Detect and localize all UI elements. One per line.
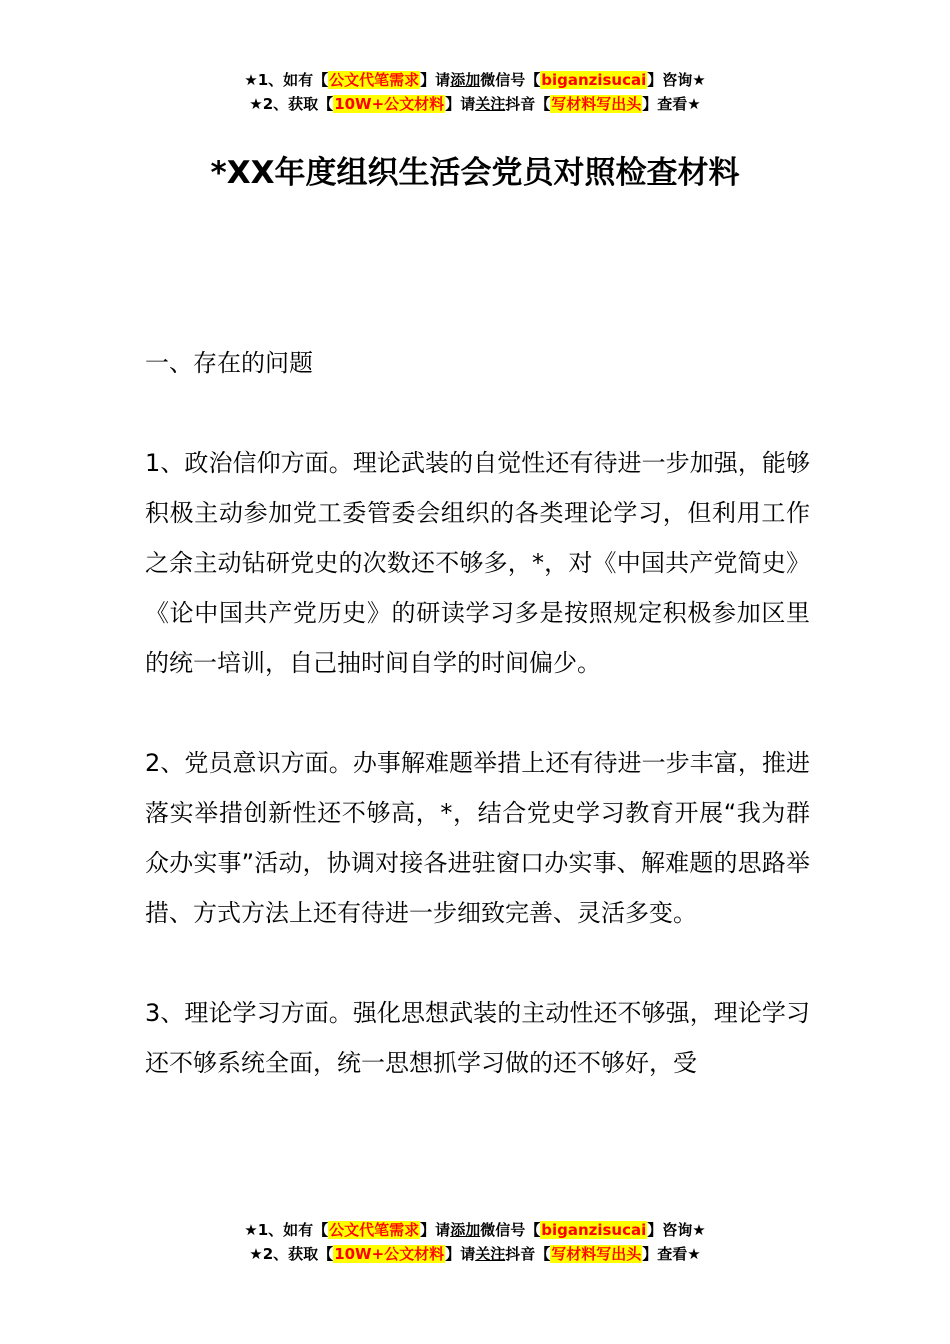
banner-line-2 xyxy=(0,1242,950,1266)
banner-underlined-text: 添加 xyxy=(450,71,481,89)
header-banner xyxy=(0,68,950,116)
paragraph-1: 1、政治信仰方面。理论武装的自觉性还有待进一步加强，能够积极主动参加党工委管委会组织的各类理论学习，但利用工作之余主动钻研党史的次数还不够多，*，对《中国共产党简史》《论中国共产党历史》的研读学习多是按照规定积极参加区里的统一培训，自己抽时间自学的时间偏少。 xyxy=(145,449,810,677)
paragraph-3: 3、理论学习方面。强化思想武装的主动性还不够强，理论学习还不够系统全面，统一思想抓学习做的还不够好，受 xyxy=(145,999,810,1077)
banner-text: 】咨询★ xyxy=(647,71,706,89)
banner-underlined-text: 关注 xyxy=(475,1245,506,1263)
banner-line-1 xyxy=(0,1218,950,1242)
banner-text: ★1、如有【 xyxy=(244,71,329,89)
banner-text: 】请 xyxy=(445,1245,476,1263)
banner-text: 】请 xyxy=(420,1221,451,1239)
paragraph-2: 2、党员意识方面。办事解难题举措上还有待进一步丰富，推进落实举措创新性还不够高，*，结合党史学习教育开展“我为群众办实事”活动，协调对接各进驻窗口办实事、解难题的思路举措、方式方法上还有待进一步细致完善、灵活多变。 xyxy=(145,749,810,927)
banner-text: 】请 xyxy=(445,95,476,113)
banner-highlight: 10W+公文材料 xyxy=(334,1245,445,1263)
banner-text: 】咨询★ xyxy=(647,1221,706,1239)
banner-text: ★2、获取【 xyxy=(249,1245,334,1263)
banner-text: ★1、如有【 xyxy=(244,1221,329,1239)
banner-text: 微信号【 xyxy=(480,1221,541,1239)
banner-douyin-id: 写材料写出头 xyxy=(551,1245,642,1263)
section-heading: 一、存在的问题 xyxy=(145,349,313,377)
banner-highlight: 公文代笔需求 xyxy=(329,1221,420,1239)
banner-text: 微信号【 xyxy=(480,71,541,89)
banner-text: 抖音【 xyxy=(505,1245,551,1263)
banner-highlight: 公文代笔需求 xyxy=(329,71,420,89)
document-body xyxy=(145,338,810,1138)
banner-highlight: 10W+公文材料 xyxy=(334,95,445,113)
banner-underlined-text: 关注 xyxy=(475,95,506,113)
banner-text: 】查看★ xyxy=(642,1245,701,1263)
footer-banner xyxy=(0,1218,950,1266)
banner-douyin-id: 写材料写出头 xyxy=(551,95,642,113)
banner-line-1 xyxy=(0,68,950,92)
banner-text: 抖音【 xyxy=(505,95,551,113)
banner-wechat-id: biganzisucai xyxy=(541,1221,647,1239)
banner-text: 】查看★ xyxy=(642,95,701,113)
banner-text: 】请 xyxy=(420,71,451,89)
banner-text: ★2、获取【 xyxy=(249,95,334,113)
banner-line-2 xyxy=(0,92,950,116)
banner-wechat-id: biganzisucai xyxy=(541,71,647,89)
banner-underlined-text: 添加 xyxy=(450,1221,481,1239)
document-title: *XX年度组织生活会党员对照检查材料 xyxy=(210,155,740,191)
